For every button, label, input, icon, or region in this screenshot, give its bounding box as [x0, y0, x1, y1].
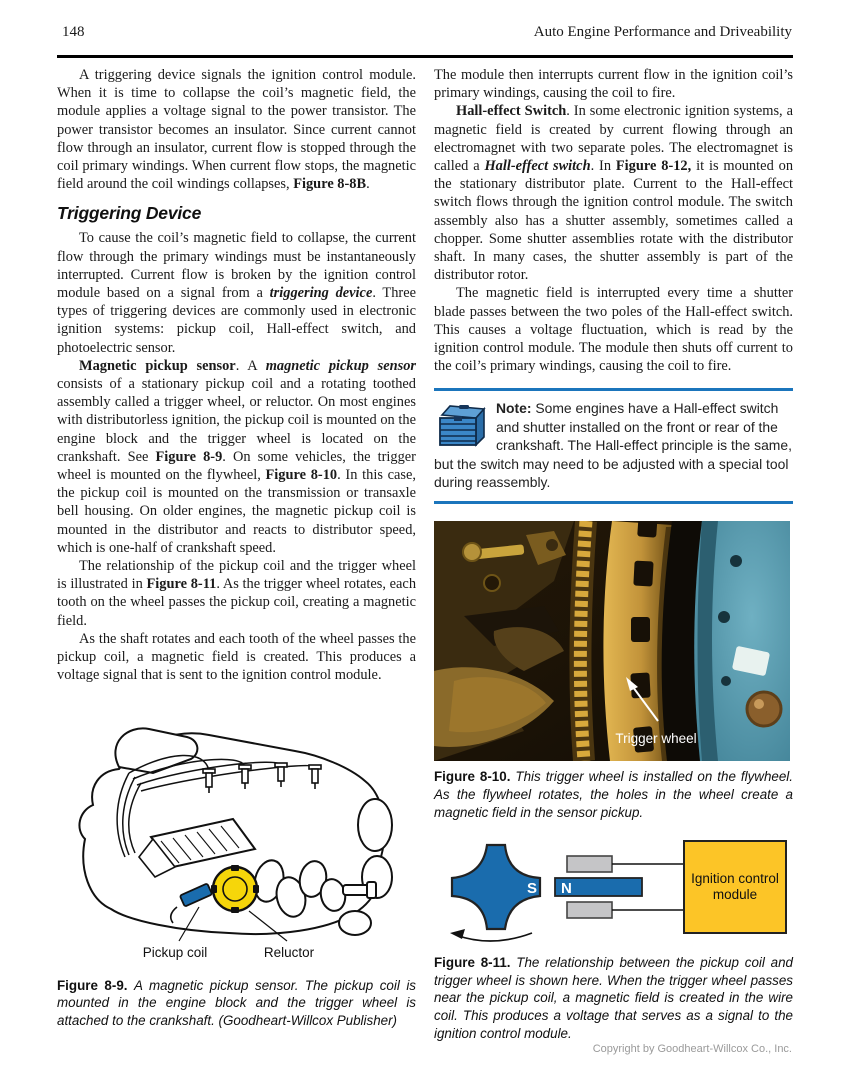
- label-pickup-coil: Pickup coil: [142, 944, 208, 960]
- page-number: 148: [62, 24, 85, 40]
- figure-8-9: [57, 707, 416, 1030]
- ignition-module-label: Ignition control module: [691, 870, 779, 903]
- right-column: [434, 66, 793, 1042]
- engine-line-drawing: [57, 707, 416, 965]
- coil-winding-bottom: [567, 902, 612, 918]
- figure-8-9-caption: Figure 8-9. A magnetic pickup sensor. The pickup coil is mounted in the engine block and the trigger wheel is attached to the crankshaft. (Goodheart-Willcox Publisher): [57, 977, 416, 1028]
- paragraph-magnetic-pickup: Magnetic pickup sensor. A magnetic pickup sensor consists of a stationary pickup coil and a rotating toothed assembly called a trigger wheel, or reluctor. On most engines with distributorless ignition, the pickup coil is mounted on the engine block and the trigger wheel is located on the crankshaft. See Figure 8-9. On some vehicles, the trigger wheel is mounted on the flywheel, Figure 8-10. In this case, the pickup coil is mounted on the transmission or transaxle bell housing. On older engines, the magnetic pickup coil is mounted in the distributor and reacts to distributor speed, which is one-half of crankshaft speed.: [57, 357, 416, 556]
- paragraph-shaft-rotates: As the shaft rotates and each tooth of the wheel passes the pickup coil, a magnetic field is created. This produces a voltage signal that is sent to the ignition control module.: [57, 630, 416, 684]
- running-head: Auto Engine Performance and Driveability: [533, 24, 792, 40]
- paragraph-hall-effect: Hall-effect Switch. In some electronic ignition systems, a magnetic field is created by current flowing through an electromagnet with two separate poles. The electromagnet is called a Hall-effect switch. In Figure 8-12, it is mounted on the stationary distributor plate. Current to the Hall-effect switch flows through the ignition control module. The switch assembly also has a shutter assembly, sometimes called a chopper. Some shutter assemblies rotate with the distributor shaft. In many cases, the shutter assembly is part of the distributor rotor.: [434, 103, 794, 284]
- paragraph-relationship: The relationship of the pickup coil and the trigger wheel is illustrated in Figure 8-11. As the trigger wheel rotates, each tooth on the wheel passes the pickup coil, creating a magnetic field.: [57, 558, 417, 629]
- note-text: Note: Some engines have a Hall-effect switch and shutter installed on the front or rear of the crankshaft. The Hall-effect principle is the same, but the switch may need to be adjusted with a special tool during reassembly.: [434, 400, 792, 491]
- rotation-arrow: [450, 929, 532, 941]
- section-heading-triggering-device: Triggering Device: [57, 203, 202, 224]
- left-column: [57, 66, 416, 1029]
- note-box: [434, 388, 793, 504]
- figure-8-11-caption: Figure 8-11. The relationship between the pickup coil and trigger wheel is shown here. When the trigger wheel passes near the pickup coil, a magnetic field is created in the wire coil. This produces a voltage that serves as a signal to the ignition control module.: [434, 955, 794, 1041]
- figure-8-11-diagram: [434, 835, 792, 947]
- label-s-pole: S: [527, 880, 538, 898]
- label-reluctor: Reluctor: [263, 944, 315, 960]
- engine-cylinder-bulge: [358, 799, 392, 851]
- figure-8-10-caption: Figure 8-10. This trigger wheel is installed on the flywheel. As the flywheel rotates, the holes in the wheel create a magnetic field in the sensor pickup.: [434, 769, 793, 820]
- paragraph-triggering-intro: A triggering device signals the ignition control module. When it is time to collapse the coil’s magnetic field, the module applies a voltage signal to the power transistor. The power transistor becomes an insulator. Since current cannot flow through an insulator, current flow is stopped through the coil primary windings. When current flow stops, the magnetic field around the coil windings collapses, Figure 8-8B.: [57, 67, 416, 193]
- paragraph-field-interrupted: The magnetic field is interrupted every time a shutter blade passes between the two poles of the Hall-effect switch. This causes a voltage fluctuation, which is read by the ignition control module. The module then shuts off current to the coil’s primary windings, causing the coil to fire.: [434, 285, 793, 375]
- paragraph-module-interrupts: The module then interrupts current flow in the ignition coil’s primary windings, causing the coil to fire.: [434, 67, 793, 102]
- copyright-footer: Copyright by Goodheart-Willcox Co., Inc.: [592, 1043, 792, 1055]
- figure-8-10-photo: [434, 521, 790, 761]
- toolbox-icon: [436, 401, 488, 449]
- paragraph-collapse: To cause the coil’s magnetic field to collapse, the current flow through the primary windings must be instantaneously interrupted. Current flow is broken by the ignition control module based on a signal from a triggering device. Three types of triggering devices are commonly used in electronic ignition systems: pickup coil, Hall-effect switch, and photoelectric sensor.: [57, 230, 416, 356]
- photo-label-trigger-wheel: Trigger wheel: [615, 731, 697, 747]
- label-n-pole: N: [561, 880, 572, 898]
- header-rule: [57, 55, 793, 58]
- coil-winding-top: [567, 856, 612, 872]
